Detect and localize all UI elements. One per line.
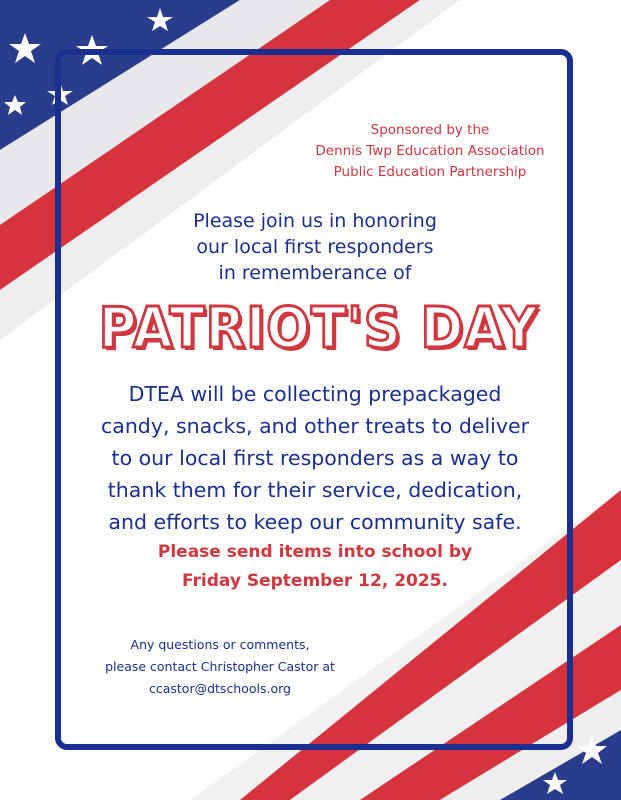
sponsor-line: Dennis Twp Education Association xyxy=(315,143,545,159)
sponsor-block xyxy=(300,120,560,183)
page-title: PATRIOT'S DAY xyxy=(98,296,539,361)
sponsor-line: Sponsored by the xyxy=(370,122,490,138)
description-line: and efforts to keep our community safe. xyxy=(108,510,522,534)
deadline-line: Friday September 12, 2025. xyxy=(182,571,448,591)
intro-line: in rememberance of xyxy=(218,262,412,284)
intro-block xyxy=(150,208,480,286)
description-line: thank them for their service, dedication, xyxy=(107,478,523,502)
intro-line: our local first responders xyxy=(196,236,434,258)
sponsor-line: Public Education Partnership xyxy=(333,164,527,180)
contact-block xyxy=(55,634,385,700)
contact-line: Any questions or comments, xyxy=(130,637,310,652)
description-line: candy, snacks, and other treats to deliver xyxy=(100,414,530,438)
contact-line: please contact Christopher Castor at xyxy=(105,659,335,674)
description-line: to our local first responders as a way to xyxy=(111,446,519,470)
contact-email[interactable]: ccastor@dtschools.org xyxy=(148,681,291,696)
intro-line: Please join us in honoring xyxy=(193,210,437,232)
deadline-block xyxy=(100,538,530,596)
description-block xyxy=(60,378,570,538)
deadline-line: Please send items into school by xyxy=(157,542,473,562)
description-line: DTEA will be collecting prepackaged xyxy=(128,382,502,406)
